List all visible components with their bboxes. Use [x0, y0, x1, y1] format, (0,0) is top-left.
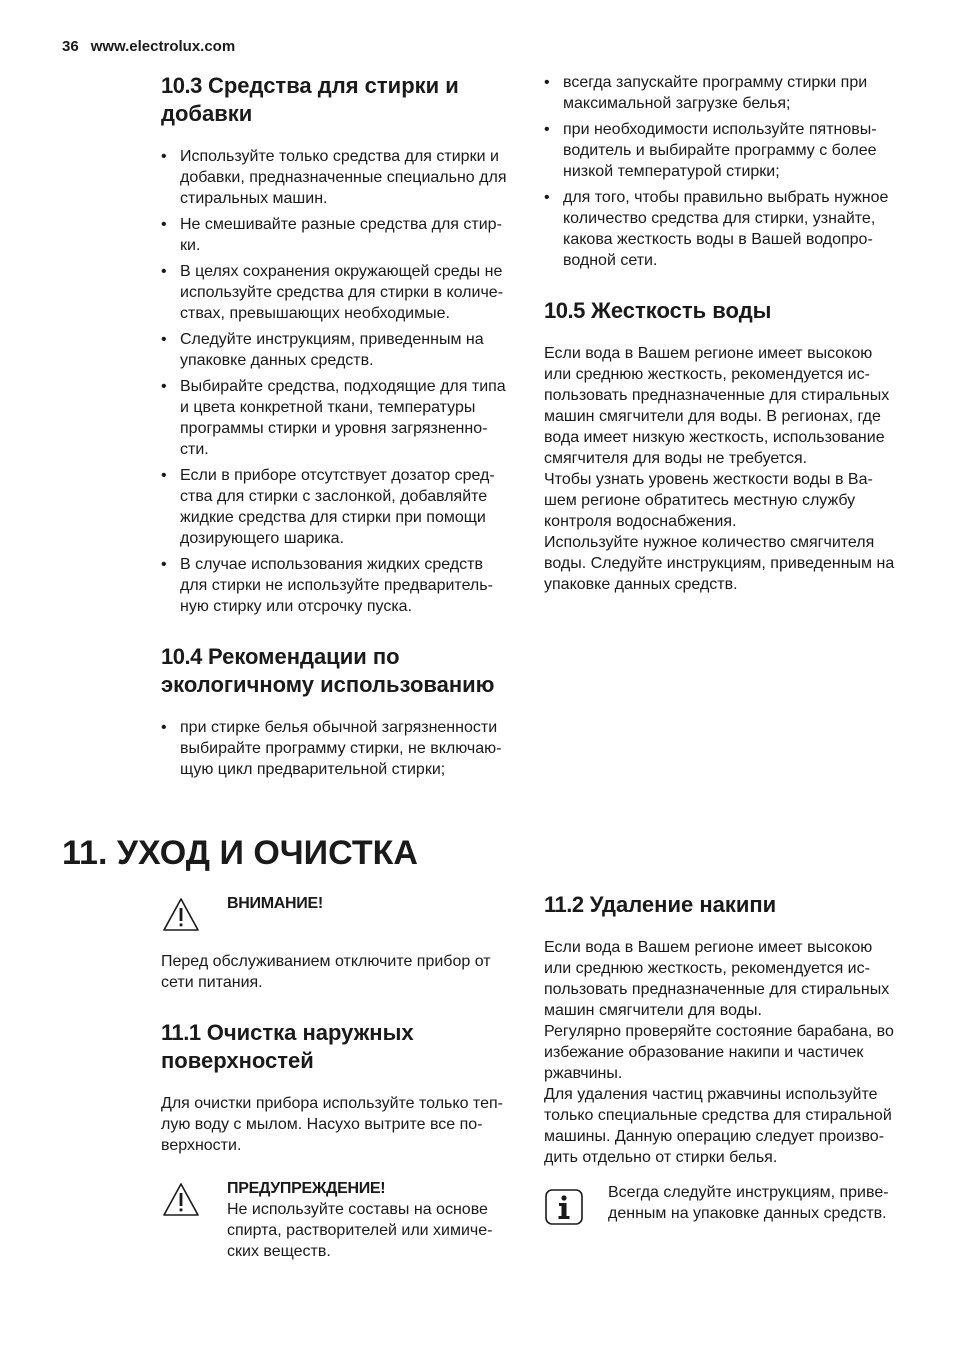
site-url: www.electrolux.com	[90, 38, 236, 55]
caution-title: ПРЕДУПРЕЖДЕНИЕ!	[227, 1180, 386, 1197]
left-column-top	[161, 72, 513, 785]
chapter-11-heading: 11. УХОД И ОЧИСТКА	[62, 834, 418, 872]
left-column-bottom	[161, 893, 513, 1262]
section-11-2-paragraph: Если вода в Вашем регионе имеет высокою или среднюю жесткость, рекомендуется ис-пользовать предназначенные для стиральных машин смягчители для воды.	[544, 939, 890, 1019]
caution-text: Не используйте составы на основе спирта, растворителей или химиче-ских веществ.	[227, 1201, 493, 1260]
section-10-4-list-part2	[544, 72, 896, 271]
section-11-1-paragraph: Для очистки прибора используйте только теп-лую воду с мылом. Насухо вытрите все по-верхности.	[161, 1095, 503, 1154]
page-number: 36	[62, 38, 79, 55]
section-11-1-heading: 11.1 Очистка наружных поверхностей	[161, 1020, 414, 1073]
warning-triangle-icon	[161, 895, 201, 935]
warning-text: Перед обслуживанием отключите прибор от сети питания.	[161, 953, 491, 991]
caution-note	[161, 1178, 513, 1262]
list-item: • Если в приборе отсутствует дозатор сред-ства для стирки с заслонкой, добавляйте жидкие средства для стирки при помощи дозирующего шарика.	[161, 465, 513, 549]
right-column-bottom	[544, 891, 896, 1226]
section-10-5-paragraph: Если вода в Вашем регионе имеет высокою или среднюю жесткость, рекомендуется ис-пользовать предназначенные для стиральных машин смягчители для воды. В регионах, где вода имеет низкую жесткость, использование смягчителя для воды не требуется.	[544, 345, 890, 467]
info-note	[544, 1182, 896, 1226]
list-item: • для того, чтобы правильно выбрать нужное количество средства для стирки, узнайте, какова жесткость воды в Вашей водопро-водной сети.	[544, 187, 896, 271]
warning-note	[161, 893, 513, 937]
section-10-4-heading: 10.4 Рекомендации по экологичному использованию	[161, 644, 495, 697]
section-11-2-paragraph: Регулярно проверяйте состояние барабана, во избежание образование накипи и частичек ржавчины.	[544, 1023, 894, 1082]
section-10-3-heading: 10.3 Средства для стирки и добавки	[161, 73, 459, 126]
list-item: • при необходимости используйте пятновы-водитель и выбирайте программу с более низкой температурой стирки;	[544, 119, 896, 182]
list-item: • при стирке белья обычной загрязненности выбирайте программу стирки, не включаю-щую цикл предварительной стирки;	[161, 717, 513, 780]
list-item: • Следуйте инструкциям, приведенным на упаковке данных средств.	[161, 329, 513, 371]
section-10-5-paragraph: Чтобы узнать уровень жесткости воды в Ва-шем регионе обратитесь местную службу контроля водоснабжения.	[544, 471, 873, 530]
section-11-2-heading: 11.2 Удаление накипи	[544, 892, 777, 917]
list-item: • В случае использования жидких средств для стирки не используйте предваритель-ную стирку или отсрочку пуска.	[161, 554, 513, 617]
page-header	[62, 38, 235, 55]
list-item: • всегда запускайте программу стирки при максимальной загрузке белья;	[544, 72, 896, 114]
list-item: • В целях сохранения окружающей среды не используйте средства для стирки в количе-ствах, превышающих необходимые.	[161, 261, 513, 324]
list-item: • Не смешивайте разные средства для стир-ки.	[161, 214, 513, 256]
right-column-top	[544, 72, 896, 595]
info-icon	[544, 1188, 584, 1228]
info-text: Всегда следуйте инструкциям, приве-денным на упаковке данных средств.	[608, 1184, 889, 1222]
section-10-3-list	[161, 146, 513, 617]
section-10-5-paragraph: Используйте нужное количество смягчителя воды. Следуйте инструкциям, приведенным на упаковке данных средств.	[544, 534, 895, 593]
section-11-2-paragraph: Для удаления частиц ржавчины используйте только специальные средства для стиральной машины. Данную операцию следует произво-дить отдельно от стирки белья.	[544, 1086, 892, 1166]
list-item: • Выбирайте средства, подходящие для типа и цвета конкретной ткани, температуры программы стирки и уровня загрязненно-сти.	[161, 376, 513, 460]
warning-triangle-icon	[161, 1180, 201, 1220]
list-item: • Используйте только средства для стирки и добавки, предназначенные специально для стиральных машин.	[161, 146, 513, 209]
warning-title: ВНИМАНИЕ!	[227, 895, 323, 912]
section-10-4-list-part1	[161, 717, 513, 780]
section-10-5-heading: 10.5 Жесткость воды	[544, 298, 772, 323]
